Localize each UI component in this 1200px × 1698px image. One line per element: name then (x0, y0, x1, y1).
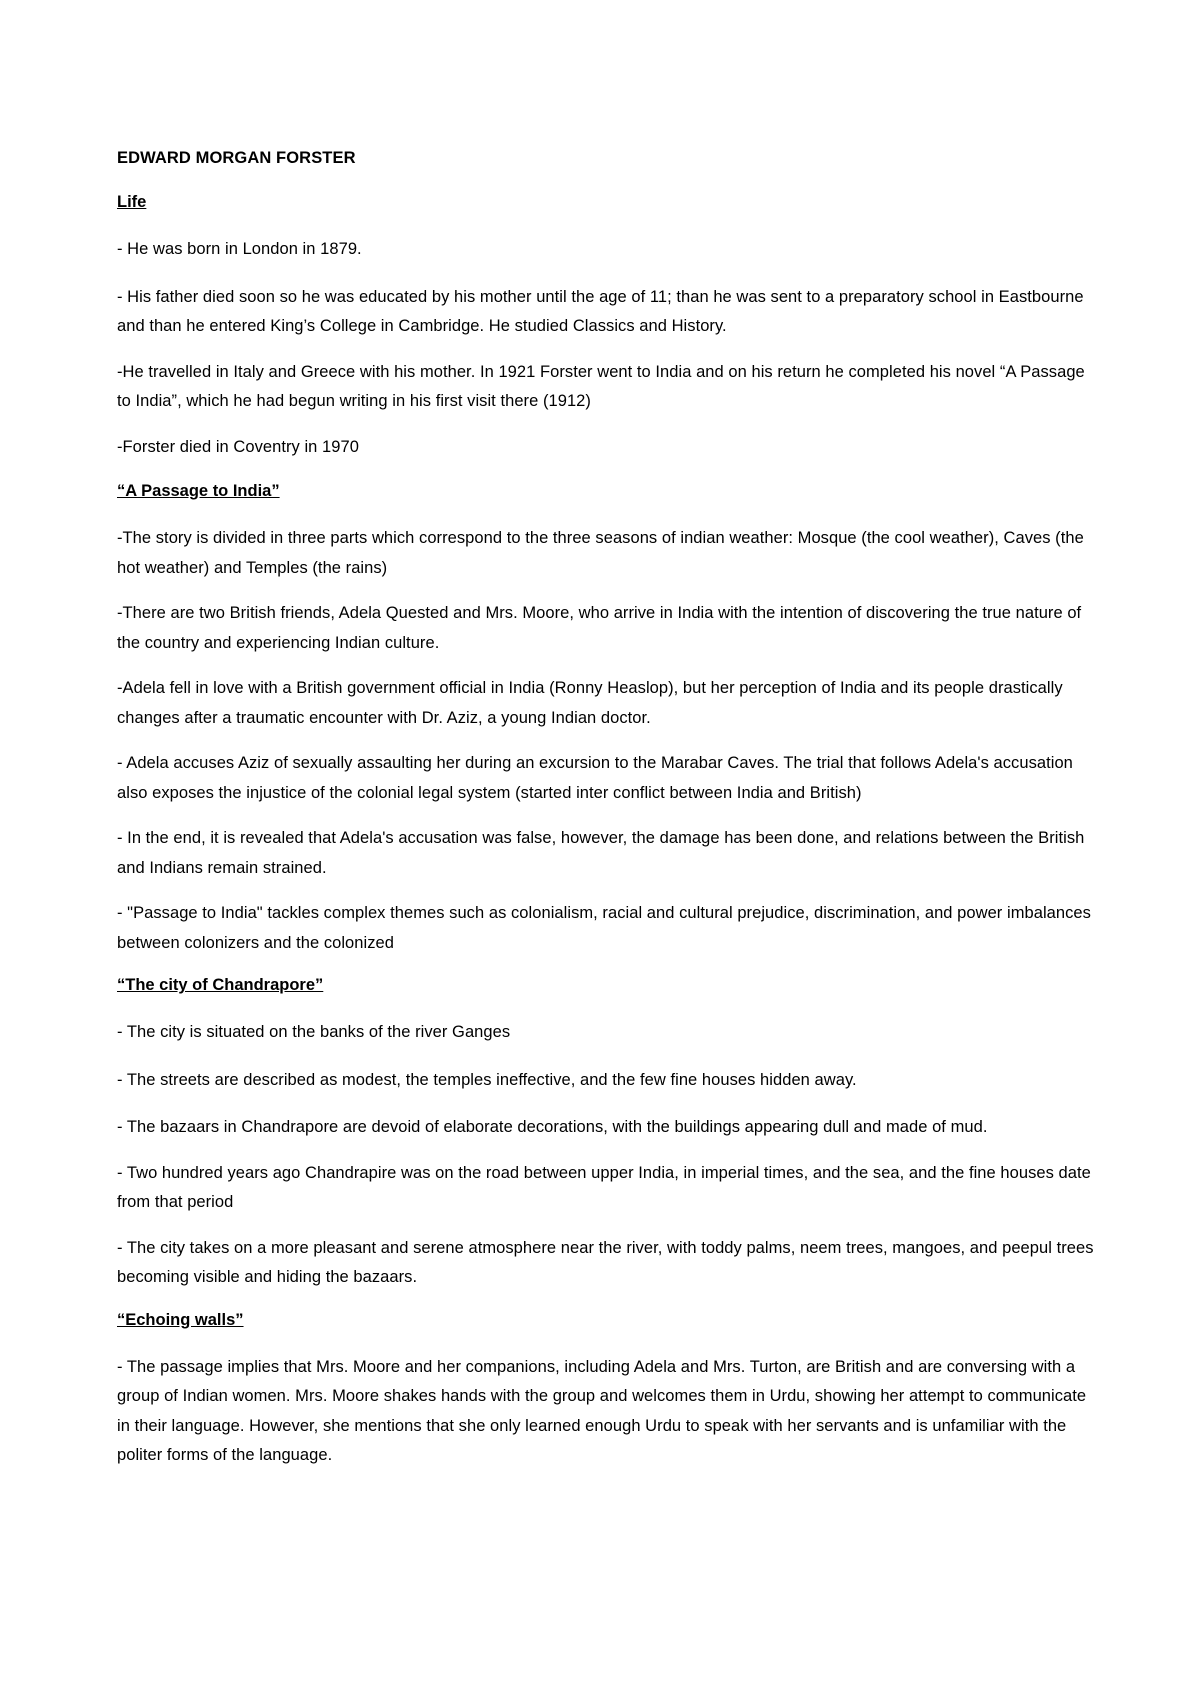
paragraph: - "Passage to India" tackles complex themes such as colonialism, racial and cultural prejudice, discrimination, and power imbalances between colonizers and the colonized (117, 904, 1091, 952)
section-echoing-walls (117, 1309, 1100, 1471)
section-passage-to-india (117, 480, 1100, 958)
paragraph: - The passage implies that Mrs. Moore and her companions, including Adela and Mrs. Turton, are British and are conversing with a group of Indian women. Mrs. Moore shakes hands with the group and welcomes them in Urdu, showing her attempt to communicate in their language. However, she mentions that she only learned enough Urdu to speak with her servants and is unfamiliar with the politer forms of the language. (117, 1357, 1087, 1464)
paragraph: -Adela fell in love with a British government official in India (Ronny Heaslop), but her perception of India and its people drastically changes after a traumatic encounter with Dr. Aziz, a young Indian doctor. (117, 679, 1063, 727)
paragraph: -There are two British friends, Adela Quested and Mrs. Moore, who arrive in India with the intention of discovering the true nature of the country and experiencing Indian culture. (117, 604, 1082, 652)
paragraph: - The streets are described as modest, the temples ineffective, and the few fine houses hidden away. (117, 1070, 857, 1089)
paragraph: - He was born in London in 1879. (117, 240, 362, 258)
paragraph: - The city is situated on the banks of the river Ganges (117, 1023, 511, 1041)
paragraph: -Forster died in Coventry in 1970 (117, 437, 359, 456)
paragraph: - In the end, it is revealed that Adela's accusation was false, however, the damage has been done, and relations between the British and Indians remain strained. (117, 829, 1085, 877)
section-heading-echoing-walls: “Echoing walls” (117, 1310, 244, 1329)
section-city-of-chandrapore (117, 974, 1100, 1293)
paragraph: -The story is divided in three parts which correspond to the three seasons of indian weather: Mosque (the cool weather), Caves (the hot weather) and Temples (the rains) (117, 529, 1084, 577)
paragraph: - Two hundred years ago Chandrapire was on the road between upper India, in imperial times, and the sea, and the fine houses date from that period (117, 1163, 1091, 1211)
paragraph: - His father died soon so he was educated by his mother until the age of 11; than he was sent to a preparatory school in Eastbourne and than he entered King’s College in Cambridge. He studied Classics and History. (117, 287, 1084, 335)
paragraph: -He travelled in Italy and Greece with his mother. In 1921 Forster went to India and on his return he completed his novel “A Passage to India”, which he had begun writing in his first visit there (1912) (117, 362, 1085, 410)
section-heading-life: Life (117, 193, 147, 211)
paragraph: - The city takes on a more pleasant and serene atmosphere near the river, with toddy palms, neem trees, mangoes, and peepul trees becoming visible and hiding the bazaars. (117, 1238, 1094, 1286)
section-life (117, 191, 1100, 462)
paragraph: - Adela accuses Aziz of sexually assaulting her during an excursion to the Marabar Caves. The trial that follows Adela's accusation also exposes the injustice of the colonial legal system (started inter conflict between India and British) (117, 754, 1073, 802)
section-heading-city-of-chandrapore: “The city of Chandrapore” (117, 976, 324, 994)
paragraph: - The bazaars in Chandrapore are devoid of elaborate decorations, with the buildings appearing dull and made of mud. (117, 1118, 988, 1136)
document-title: EDWARD MORGAN FORSTER (117, 149, 356, 167)
section-heading-passage-to-india: “A Passage to India” (117, 482, 280, 500)
